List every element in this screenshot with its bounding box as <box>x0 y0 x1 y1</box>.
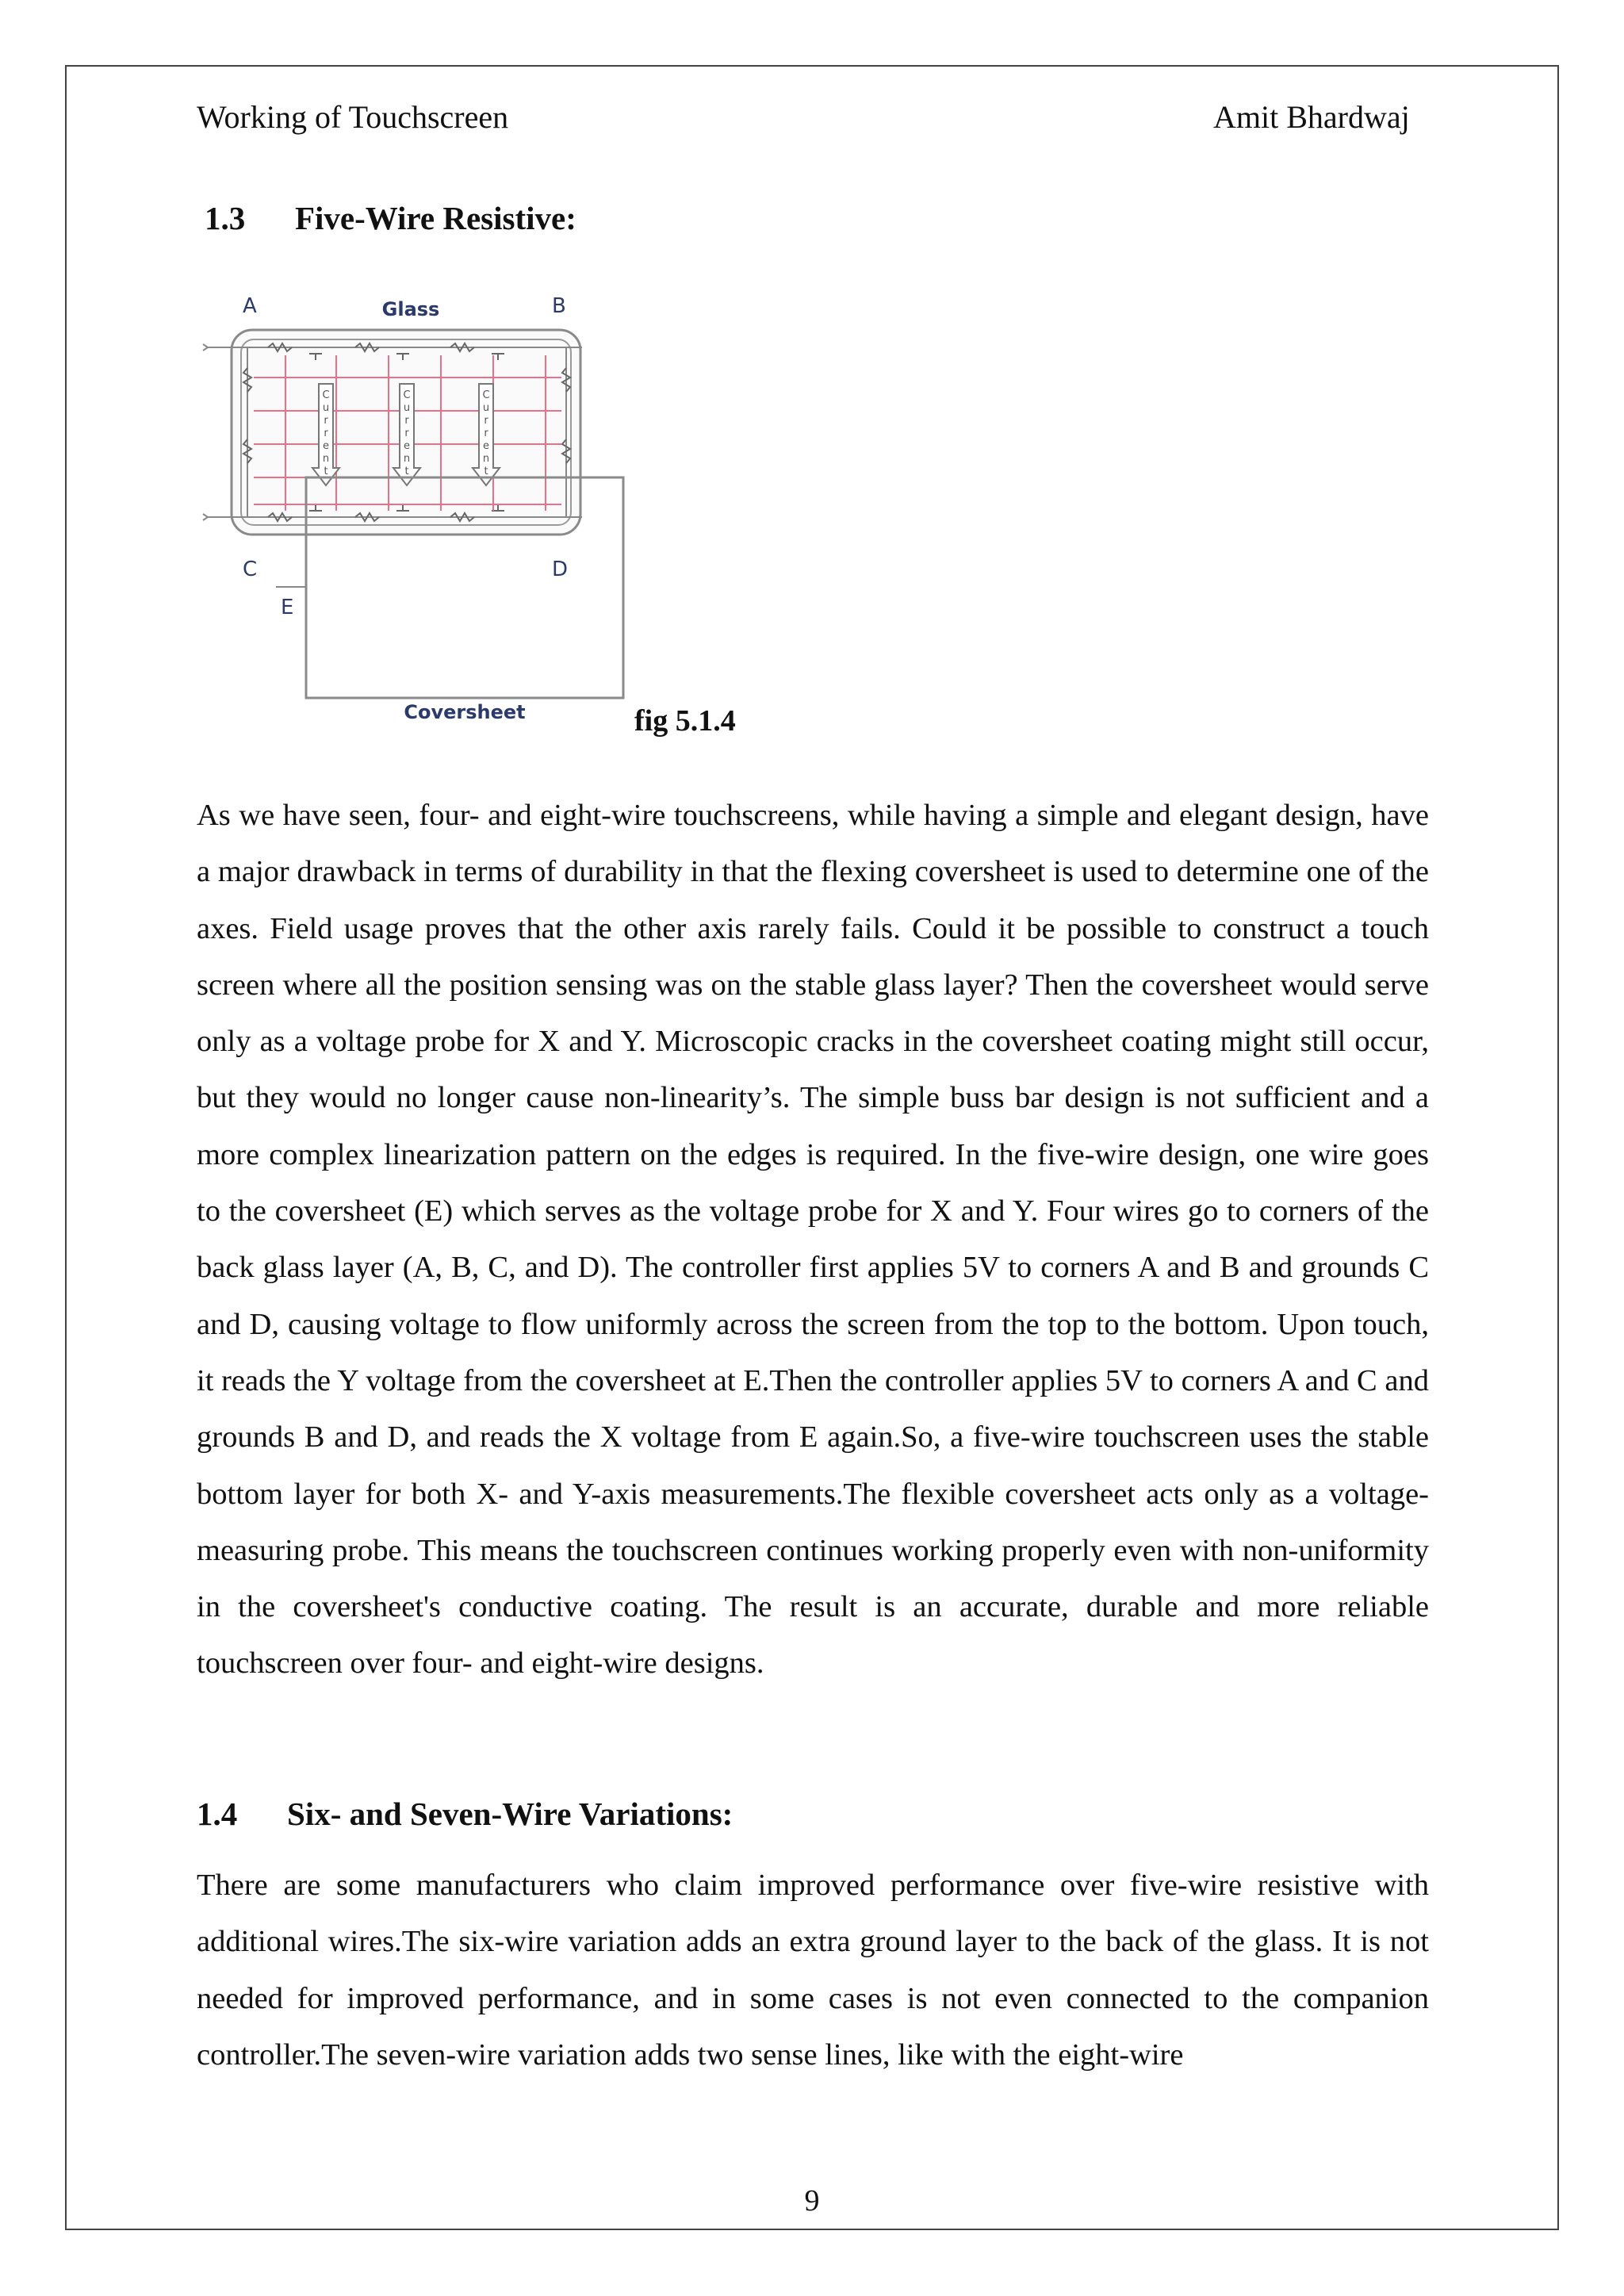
corner-label-c: C <box>243 558 258 581</box>
page-number: 9 <box>804 2184 820 2217</box>
figure-caption: fig 5.1.4 <box>634 704 736 738</box>
svg-text:u: u <box>482 402 490 414</box>
svg-text:u: u <box>322 402 330 414</box>
svg-text:u: u <box>403 402 411 414</box>
section-title: Five-Wire Resistive: <box>295 200 576 236</box>
svg-text:r: r <box>484 415 488 427</box>
running-header-title: Working of Touchscreen <box>197 99 509 135</box>
svg-text:t: t <box>484 466 488 477</box>
svg-text:n: n <box>403 453 411 465</box>
svg-text:t: t <box>404 466 409 477</box>
svg-text:r: r <box>324 415 328 427</box>
section-heading-1-3 <box>205 197 576 240</box>
five-wire-diagram <box>197 281 641 742</box>
section-number: 1.4 <box>197 1796 238 1832</box>
corner-label-b: B <box>552 294 566 318</box>
corner-label-d: D <box>552 558 569 581</box>
glass-label: Glass <box>381 298 440 320</box>
svg-text:t: t <box>324 466 328 477</box>
svg-text:n: n <box>322 453 330 465</box>
section-title: Six- and Seven-Wire Variations: <box>287 1796 733 1832</box>
running-header-author: Amit Bhardwaj <box>1213 99 1410 135</box>
svg-text:e: e <box>323 440 329 452</box>
svg-text:e: e <box>483 440 489 452</box>
svg-text:r: r <box>484 427 488 439</box>
svg-text:r: r <box>324 427 328 439</box>
corner-label-a: A <box>243 294 257 318</box>
svg-text:C: C <box>482 389 490 401</box>
coversheet-label-e: E <box>281 596 294 619</box>
section-number: 1.3 <box>205 200 246 236</box>
svg-text:C: C <box>403 389 411 401</box>
svg-text:n: n <box>482 453 490 465</box>
paragraph-five-wire: As we have seen, four- and eight-wire touchscreens, while having a simple and elegant design, have a major drawback in terms of durability in that the flexing coversheet is used to determine one of the axes. Field usage proves that the other axis rarely fails. Could it be possible to construct a touch screen where all the position sensing was on the stable glass layer? Then the coversheet would serve only as a voltage probe for X and Y. Microscopic cracks in the coversheet coating might still occur, but they would no longer cause non-linearity’s. The simple buss bar design is not sufficient and a more complex linearization pattern on the edges is required. In the five-wire design, one wire goes to the coversheet (E) which serves as the voltage probe for X and Y. Four wires go to corners of the back glass layer (A, B, C, and D). The controller first applies 5V to corners A and B and grounds C and D, causing voltage to flow uniformly across the screen from the top to the bottom. Upon touch, it reads the Y voltage from the coversheet at E.Then the controller applies 5V to corners A and C and grounds B and D, and reads the X voltage from E again.So, a five-wire touchscreen uses the stable bottom layer for both X- and Y-axis measurements.The flexible coversheet acts only as a voltage-measuring probe. This means the touchscreen continues working properly even with non-uniformity in the coversheet's conductive coating. The result is an accurate, durable and more reliable touchscreen over four- and eight-wire designs. <box>197 799 1429 1681</box>
svg-text:r: r <box>404 427 409 439</box>
coversheet-label: Coversheet <box>404 701 526 723</box>
svg-text:e: e <box>404 440 410 452</box>
paragraph-six-seven-wire: There are some manufacturers who claim improved performance over five-wire resistive with additional wires.The six-wire variation adds an extra ground layer to the back of the glass. It is not needed for improved performance, and in some cases is not even connected to the companion controller.The seven-wire variation adds two sense lines, like with the eight-wire <box>197 1869 1429 2072</box>
svg-text:C: C <box>322 389 330 401</box>
svg-text:r: r <box>404 415 409 427</box>
section-heading-1-4 <box>197 1792 733 1835</box>
